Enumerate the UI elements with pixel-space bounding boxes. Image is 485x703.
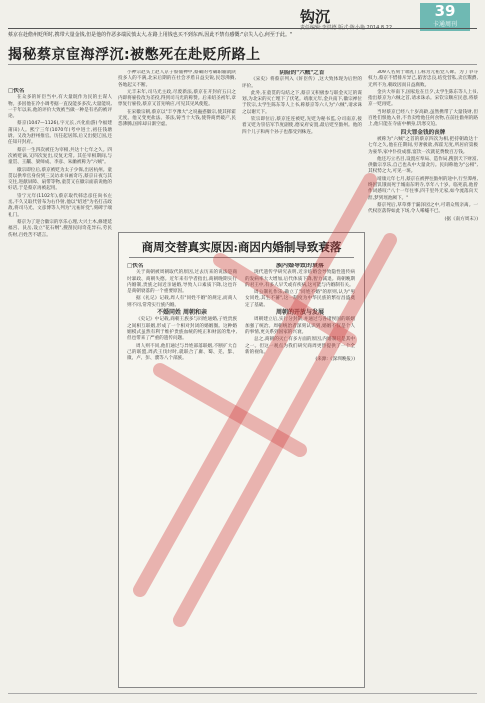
paragraph: 关于商朝被周朝取代的原因,过去历来的说法是商纣暴政、商朝失德。近年来有学者指出,商朝晚期实行内婚制,贵族之间近亲通婚,导致人口素质下降,这也许是商朝衰落的一个重要原因。 <box>127 270 237 295</box>
inset-column-1 <box>127 263 237 681</box>
paragraph: 在宋徽宗朝,蔡京以"丰亨豫大"之说蛊惑徽宗,使其挥霍无度。他又变更盐法、茶法,铸当十大钱,使得商贾破产,民怨沸腾,国库却日渐空虚。 <box>118 109 236 128</box>
section-heading: 四大罪金钱的丧牌 <box>400 129 446 136</box>
paragraph: 蔡京为了迎合徽宗的享乐心理,大兴土木,修建延福宫、艮岳,设立"花石纲",搜刮民间奇花异石,劳民伤财,百姓苦不堪言。 <box>8 219 112 238</box>
paragraph: 此外,在童贯的勾结之下,蔡京又积极参与联金灭辽的谋划,为北宋的灭亡埋下了伏笔。靖康元年,金兵南下,徽宗禅位于钦宗,太学生陈东等人上书,称蔡京等六人为"六贼",请求诛之以谢天下。 <box>242 90 362 115</box>
footer-divider <box>8 693 477 694</box>
paragraph: 周人则不同,他们通过与异姓部落联姻,不断扩大自己的联盟,周武王伐纣时,就联合了庸、蜀、羌、髳、微、卢、彭、濮等八个部族。 <box>127 343 237 362</box>
article-lede: 蔡京在赴儋州贬所时,携带大量金钱,但是他的作恶多端民愤太大,在路上用钱也买不到东西,因此不禁有感慨:"京失人心,何至于此。" <box>8 32 293 38</box>
paragraph: 被称为"六贼"之首的蔡京四次为相,把持朝政达十七年之久,他在任期间,穷奢极欲,挥霍无度,所居府第极为豪华,家中仆役成群,宴饮一次就花费数百万钱。 <box>368 136 478 155</box>
paragraph: 周公制礼作乐,确立了"同姓不婚"的原则,认为"男女同姓,其生不蕃",这一制度为中华民族的繁衍昌盛奠定了基础。 <box>245 290 355 308</box>
paragraph: 靖康元年七月,蔡京在被押往儋州的途中,行至潭州,终因饥饿而死于城南东明寺,享年八十岁。临死前,他曾作词感叹:"八十一年往事,四千里外无家,如今流落向天涯,梦到瑶池阙下。" <box>368 176 478 201</box>
article-column-2 <box>118 70 236 228</box>
paragraph: 蔡京一生四次被任为宰相,共达十七年之久。四次被贬谪,又四次复出,反复无常。其任宰相期间,与童贯、王黼、梁师成、李彦、朱勔被称为"六贼"。 <box>8 147 112 166</box>
page-number-box <box>420 3 470 31</box>
paragraph: 徽宗即位后,蔡京被贬为太子少保,出居杭州。童贯以供奉官身份到三吴访求书画奇巧,蔡京日夜与其交往,进献屏障、扇带等物,童贯又在徽宗面前说他的好话,于是蔡京再被起用。 <box>8 167 112 192</box>
article-byline: (据《南方周末》) <box>444 216 478 222</box>
page-number: 39 <box>434 2 456 20</box>
header-divider <box>8 28 477 29</box>
headline-divider <box>8 64 477 65</box>
paragraph: 《宋史》将蔡京列入《奸臣传》,这大致体现为后世的评价。 <box>242 77 362 89</box>
paragraph: 《史记》中记载,商朝王族多与同姓通婚,子姓贵族之间相互联姻,形成了一个相对封闭的婚姻圈。这种婚姻模式虽然有利于维护贵族血统的纯正和财富的集中,但也带来了严重的遗传问题。 <box>127 317 237 342</box>
paragraph: 元丰末年,司马光主政,尽废新法,蔡京在开封府五日之内即将雇役改为差役,得到司马光的称赞。后来绍圣初年,章惇复行雇役,蔡京又首先响应,可见其见风使舵。 <box>118 89 236 108</box>
paragraph: 金兵大举南下,国家危在旦夕,太学生陈东等人上书,指出蔡京为六贼之首,请求诛杀。宋钦宗顺应民意,将蔡京一贬再贬。 <box>368 89 478 108</box>
author-label: □佚名 <box>8 88 25 94</box>
column-brand: 钩沉 <box>300 8 331 26</box>
section-heading: 周朝的开放与发展 <box>275 309 324 317</box>
author-label: □佚名 <box>127 263 144 269</box>
paragraph: 周朝建立后,实行分封制,并通过与各诸侯国的联姻加强了统治。周朝统治者深刻认识到,婚姻不仅是个人的事情,更关系到国家的兴衰。 <box>245 317 355 335</box>
paragraph: 据《礼记》记载,周人有"同姓不婚"的规定,而商人则不同,常常实行族内婚。 <box>127 296 237 308</box>
paragraph: 当时蔡京已经八十岁高龄,虽然携带了大量钱财,但百姓们恨他入骨,不肯卖给他任何食物,在前往儋州的路上,他只能在寺庙中栖身,饥寒交迫。 <box>368 109 478 128</box>
article-headline: 揭秘蔡京宦海浮沉:被憋死在赴贬所路上 <box>8 47 261 63</box>
paragraph: 蔡京(1047—1126),字元长,兴化仙游(今福建莆田)人。熙宁三年(1070年)考中进士,初任钱塘尉。又改为舒州推官。历任起居郎,后又出使辽国,还任知开封府。 <box>8 121 112 146</box>
article-column-1 <box>8 88 112 690</box>
paragraph: 蔡京死后,草草葬于漏泽园之中,可谓众叛亲离。一代权臣落得如此下场,令人唏嘘不已。 <box>368 202 478 215</box>
paragraph: 309人名刻于端礼门,称为元祐党人碑。为了争夺权力,蔡京不惜排斥异己,陷害忠良,结党营私,卖官鬻爵,无所不为,朝政因而日益腐败。 <box>368 70 478 88</box>
inset-divider <box>129 257 354 258</box>
paragraph: 在众多的奸臣当中,有大量既作为民的主谋人物。多因他在冷小调考据一直没能多多次,大量能说,一千年以来,他的评价大致被当做一种是有名的被评论。 <box>8 95 112 120</box>
section-heading: 不婚同姓 周朝和亲 <box>156 309 208 317</box>
paragraph: 他还巧立名目,设置应奉局、造作局,搜刮天下财富,供徽宗享乐,自己也从中大量贪污。民间称他为"公相",其权势之大,可见一斑。 <box>368 156 478 175</box>
paragraph: 小神宗赵头上赵人京子蔡俑神中,蔡确的考确职输就陕投多人的不满,北宋后期的在社会矛盾日益尖锐,民怨沸腾,各地起义不断。 <box>118 70 236 88</box>
section-heading: 族内婚导致的衰落 <box>275 263 324 269</box>
section-name: 卡通周刊 <box>432 21 457 28</box>
inset-column-2 <box>245 263 355 681</box>
paragraph: 钦宗即位后,蔡京连连被贬,先贬为秘书监,分司南京,接着又贬为崇信军节度副使,德安府安置,最后贬至儋州。他的四个儿子和两个孙子也都受到株连。 <box>242 117 362 135</box>
inset-title: 商周交替真实原因:商因内婚制导致衰落 <box>141 240 342 254</box>
article-column-3 <box>242 70 362 228</box>
paragraph: 崇宁元年(1102年),蔡京取代韩忠彦任尚书左丞,不久又取代曾布为右仆射,他以"绍述"为名打击政敌,将司马光、文彦博等人列为"元祐奸党",刻碑于端礼门。 <box>8 193 112 218</box>
inset-byline: (来源:《深圳晚报》) <box>315 357 355 363</box>
paragraph: 现代遗传学研究表明,近亲结婚会导致隐性遗传病的发病率大大增加,后代体质下降,智力减退。商朝晚期的君王中,有多人早夭或有疾病,这可能与内婚制有关。 <box>245 270 355 288</box>
inset-article-box <box>118 232 365 688</box>
paragraph: 总之,商朝的灭亡有多方面的原因,内婚制只是其中之一。但这一观点为我们研究商周更替提供了一个全新的视角。 <box>245 337 355 355</box>
section-heading: 阴险的"六贼"之首 <box>279 70 325 76</box>
article-column-4 <box>368 70 478 690</box>
